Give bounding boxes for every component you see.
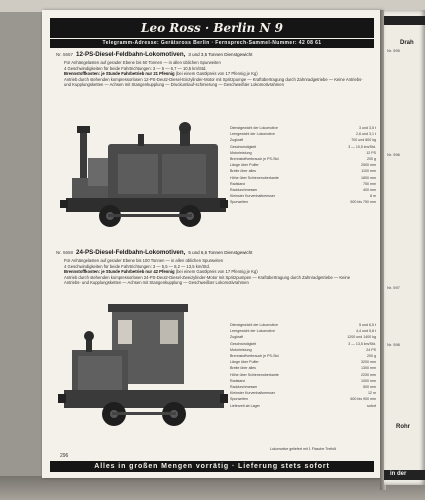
section-1-spec-value: 3 — 10,5 km/Std. — [348, 144, 376, 149]
section-2-spec-value: 4,4 und 5,8 t — [356, 329, 376, 334]
section-2-spec-value: 600 bis 900 mm — [350, 397, 376, 402]
section-2-text-2: 4 Geschwindigkeiten für beide Fahrtrichtungen: 3 — 5,5 — 8,2 — 13,5 km/Std. — [64, 263, 210, 269]
section-1-spec-label: Kleinster Kurvenhalbmesser — [230, 194, 275, 199]
section-1-spec-value: 700 und 800 kg — [351, 138, 376, 143]
right-page-edge — [384, 10, 425, 485]
section-1-spec-value: 750 mm — [363, 181, 376, 186]
section-1-spec-label: Länge über Puffer — [230, 163, 259, 168]
telegram-address-bar: Telegramm-Adresse: Gerätsross Berlin · Fernsprech-Sammel-Nummer: 42 08 61 — [50, 39, 374, 48]
section-2-spec-label: Spurweiten — [230, 397, 248, 402]
section-2-spec-label: Zugkraft — [230, 335, 244, 340]
section-1-spec-label: Zugkraft — [230, 138, 244, 143]
section-2-spec-value: 1200 und 1400 kg — [347, 335, 376, 340]
section-2-spec-label: Breite über alles — [230, 366, 256, 371]
section-2-spec-value: 12 m — [368, 391, 376, 396]
section-1-fuel-note: (bei einem Gasölpreis von 17 Pfennig je Kg) — [175, 71, 258, 77]
section-1-description — [64, 60, 364, 88]
section-2-title — [56, 249, 252, 256]
section-2-spec-label: Höhe über Schienenoberkante — [230, 372, 279, 377]
section-1-spec-value: 400 mm — [363, 188, 376, 193]
section-1-text-3: Antrieb durch stehenden kompressorlosen 12-PS-Deutz-Diesel-Einzylinder-Motor mit Spritzpumpe — Kraftübertragung durch Zahnradgetriebe — Keine Antriebs- und Kupplungsketten — Achsen mit Stangenkupplung — Druckumlauf-schmierung — Geschweißter Lokomotivrahmen — [64, 76, 363, 88]
brand-header: Leo Ross · Berlin N 9 — [50, 18, 374, 38]
section-1-fuel-label: Brennstoffkosten: je Stunde Fahrbetrieb nur 21 Pfennig — [64, 71, 175, 77]
right-page-item-6: Rohr — [396, 424, 410, 430]
section-1-spec-value: 500 bis 750 mm — [350, 200, 376, 205]
section-1-spec-row — [230, 199, 376, 205]
section-2-spec-label: Kleinster Kurvenhalbmesser — [230, 391, 275, 396]
section-2-spec-label: Raddurchmesser — [230, 385, 258, 390]
section-1-spec-value: 1100 mm — [361, 169, 376, 174]
section-1-spec-label: Motorleistung — [230, 150, 252, 155]
section-2-spec-list — [230, 322, 376, 409]
section-2-spec-value: 500 mm — [363, 385, 376, 390]
section-1-text-2: 4 Geschwindigkeiten für beide Fahrtrichtungen: 3 — 5 — 6,7 — 10,5 km/Std. — [64, 65, 207, 71]
section-2-spec-label: Brennstoffverbrauch je PS-Std. — [230, 354, 280, 359]
right-page-footer-text: in der — [390, 471, 407, 477]
section-2-spec-label: Dienstgewicht der Lokomotive — [230, 323, 278, 327]
section-2-spec-value: 3 — 13,5 km/Std. — [348, 341, 376, 346]
section-2-spec-label: Geschwindigkeit — [230, 341, 257, 346]
right-page-item-4: Nr. 597 — [387, 285, 400, 290]
section-2-spec-value: 5 und 6,5 t — [359, 323, 376, 327]
right-page-item-1: Nr. 595 — [387, 48, 400, 53]
section-2-spec-label: Radstand — [230, 378, 246, 383]
section-2-spec-label: Länge über Puffer — [230, 360, 259, 365]
section-2-spec-label: Motorleistung — [230, 347, 252, 352]
right-page-item-3: Nr. 596 — [387, 152, 400, 157]
locomotive-24ps-image — [56, 298, 228, 440]
section-1-spec-label: Höhe über Schienenoberkante — [230, 175, 279, 180]
section-2-description — [64, 258, 364, 286]
section-2-fuel-note: (bei einem Gasölpreis von 17 Pfennig je Kg) — [175, 269, 258, 275]
section-2-spec-value: 24 PS — [366, 347, 376, 352]
section-2-spec-label: Lieferzeit ab Lager — [230, 403, 260, 408]
page-number: 296 — [60, 453, 69, 459]
section-1-title — [56, 51, 252, 58]
section-1-spec-label: Brennstoffverbrauch je PS-Std. — [230, 157, 280, 162]
section-2-spec-row — [230, 403, 376, 409]
section-1-spec-value: 1800 mm — [361, 175, 376, 180]
section-1-spec-value: 8 m — [370, 194, 376, 199]
section-1-spec-value: 3 und 3,5 t — [359, 126, 376, 130]
section-2-spec-value: 1300 mm — [361, 366, 376, 371]
section-1-spec-value: 2,6 und 3,1 t — [356, 132, 376, 137]
section-1-subtitle: 3 und 3,5 Tonnen Dienstgewicht — [188, 52, 253, 57]
section-2-spec-value: 1000 mm — [361, 378, 376, 383]
section-1-text-1: Für Anhängelasten auf gerader Ebene bis 50 Tonnen — in allen üblichen Spurweiten — [64, 60, 221, 65]
section-1-spec-label: Leergewicht der Lokomotive — [230, 132, 275, 137]
section-2-spec-value: 2200 mm — [361, 372, 376, 377]
section-2-text-3: Antrieb durch stehenden kompressorlosen 24-PS-Deutz-Diesel-Zweizylinder-Motor mit Spritzpumpen — Kraftübertragung durch Zahnradgetriebe — Keine Antriebs- und Kupplungsketten — Achsen mit Stangenkupplung — Geschweißter Lokomotivrahmen — [64, 274, 351, 286]
section-1-number: Nr. 5657 — [56, 52, 74, 57]
section-2-number: Nr. 5658 — [56, 250, 74, 255]
catalog-page — [42, 10, 382, 478]
section-1-spec-label: Spurweiten — [230, 200, 248, 205]
section-1-spec-label: Geschwindigkeit — [230, 144, 257, 149]
right-page-item-2: Drah — [400, 40, 414, 46]
section-2-heading: 24-PS-Diesel-Feldbahn-Lokomotiven, — [76, 249, 186, 256]
locomotive-12ps-image — [58, 118, 230, 230]
section-1-spec-label: Raddurchmesser — [230, 188, 258, 193]
section-1-spec-label: Breite über alles — [230, 169, 256, 174]
section-1-spec-value: 200 g — [367, 157, 376, 162]
section-2-fuel-label: Brennstoffkosten: je Stunde Fahrbetrieb nur 42 Pfennig — [64, 269, 175, 275]
footer-slogan: Alles in großen Mengen vorrätig · Lieferung stets sofort — [50, 461, 374, 472]
section-1-spec-label: Dienstgewicht der Lokomotive — [230, 126, 278, 130]
section-2-spec-value: 3200 mm — [361, 360, 376, 365]
right-page-item-5: Nr. 598 — [387, 342, 400, 347]
section-2-spec-value: sofort — [367, 403, 376, 408]
section-1-spec-label: Radstand — [230, 181, 246, 186]
section-1-spec-value: 2500 mm — [361, 163, 376, 168]
section-2-note: Lokomotive geliefert mit 1 Flasche Treiböl — [269, 447, 337, 451]
table-surface — [0, 476, 425, 500]
section-2-spec-value: 200 g — [367, 354, 376, 359]
section-2-subtitle: 5 und 6,5 Tonnen Dienstgewicht — [188, 250, 253, 255]
right-page-header-bar — [384, 16, 425, 25]
section-2-spec-label: Leergewicht der Lokomotive — [230, 329, 275, 334]
section-2-text-1: Für Anhängelasten auf gerader Ebene bis 100 Tonnen — in allen üblichen Spurweiten — [64, 258, 224, 263]
section-1-spec-value: 12 PS — [366, 150, 376, 155]
section-1-heading: 12-PS-Diesel-Feldbahn-Lokomotiven, — [76, 51, 186, 58]
section-1-spec-list — [230, 125, 376, 206]
